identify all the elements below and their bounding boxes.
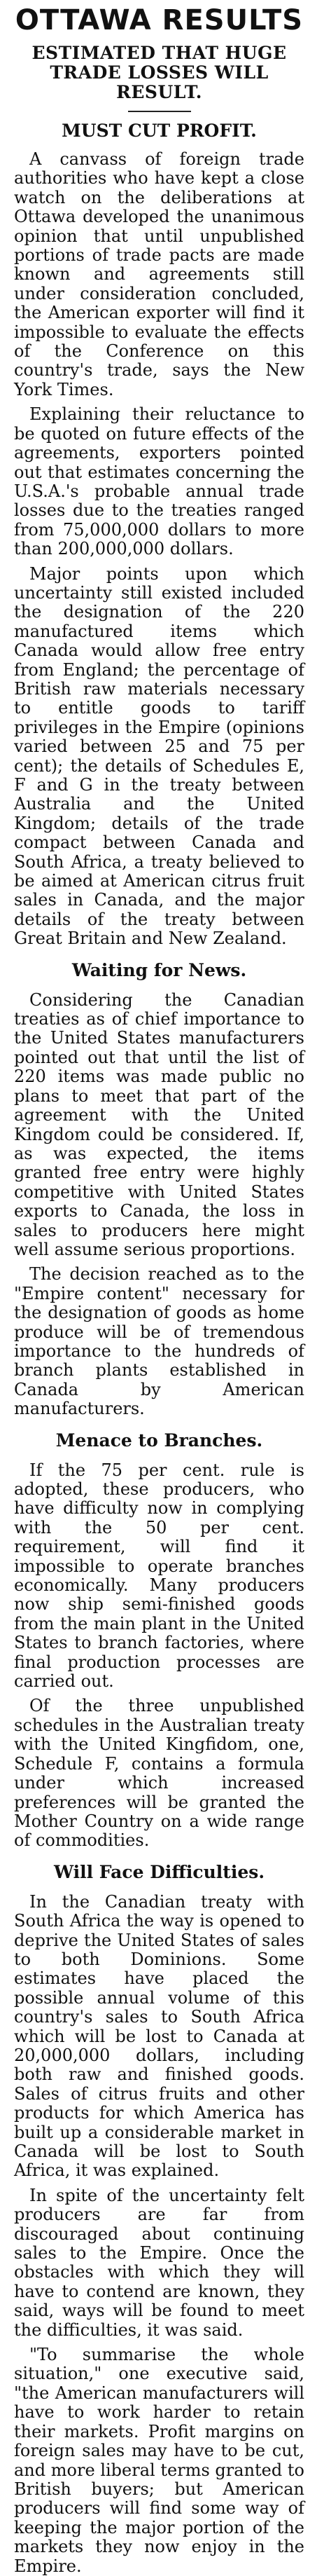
paragraph: Considering the Canadian treaties as of chief importance to the United States manufacturers pointed out that until the list of 220 items was made public no plans to meet that part of the agreement with the United Kingdom could be considered. If, as was expected, the items granted free entry were highly competitive with United States exports to Canada, the loss in sales to producers here might well assume serious proportions.: [14, 989, 304, 1259]
subheading: Will Face Difficulties.: [53, 1861, 265, 1882]
article-body: [14, 150, 304, 2576]
paragraph: Explaining their reluctance to be quoted on future effects of the agreements, exporters pointed out that estimates concerning the U.S.A.'s probable annual trade losses due to the treaties ranged from 75,000,000 dollars to more than 200,000,000 dollars.: [14, 404, 304, 559]
paragraph: The decision reached as to the "Empire content" necessary for the designation of goods as home produce will be of tremendous importance to the hundreds of branch plants established in Canada by American manufacturers.: [14, 1264, 304, 1419]
subheading: Menace to Branches.: [55, 1430, 263, 1451]
deck: [14, 43, 304, 102]
divider: [128, 111, 191, 112]
headline: OTTAWA RESULTS: [15, 4, 304, 36]
paragraph: Of the three unpublished schedules in the Australian treaty with the United Kingfidom, one, Schedule F, contains a formula under which increased preferences will be granted the Mother Country on a wide range of commodities.: [14, 1696, 304, 1851]
deck-line: TRADE LOSSES WILL: [50, 62, 269, 83]
paragraph: In the Canadian treaty with South Africa the way is opened to deprive the United States of sales to both Dominions. Some estimates have placed the possible annual volume of this country's sales to South Africa which will be lost to Canada at 20,000,000 dollars, including both raw and finished goods. Sales of citrus fruits and other products for which America has built up a considerable market in Canada will be lost to South Africa, it was explained.: [14, 1891, 304, 2181]
paragraph: "To summarise the whole situation," one executive said, "the American manufacturers will have to work harder to retain their markets. Profit margins on foreign sales may have to be cut, and more liberal terms granted to British buyers; but American producers will find some way of keeping the major portion of the markets they now enjoy in the Empire.: [14, 2345, 304, 2576]
deck-line: ESTIMATED THAT HUGE: [31, 43, 287, 63]
subheading: Waiting for News.: [71, 959, 247, 980]
paragraph: In spite of the uncertainty felt producers are far from discouraged about continuing sales to the Empire. Once the obstacles with which they will have to contend are known, they said, ways will be found to meet the difficulties, it was said.: [14, 2185, 304, 2340]
deck-line: RESULT.: [116, 82, 202, 102]
subdeck: MUST CUT PROFIT.: [62, 121, 257, 141]
paragraph: Major points upon which uncertainty still existed included the designation of the 220 manufactured items which Canada would allow free entry from England; the percentage of British raw materials necessary to entitle goods to tariff privileges in the Empire (opinions varied between 25 and 75 per cent); the details of Schedules E, F and G in the treaty between Australia and the United Kingdom; details of the trade compact between Canada and South Africa, a treaty believed to be aimed at American citrus fruit sales in Canada, and the major details of the treaty between Great Britain and New Zealand.: [14, 563, 304, 949]
paragraph: A canvass of foreign trade authorities who have kept a close watch on the deliberations at Ottawa developed the unanimous opinion that until unpublished portions of trade pacts are made known and agreements still under consideration concluded, the American exporter will find it impossible to evaluate the effects of the Conference on this country's trade, says the New York Times.: [14, 149, 304, 399]
paragraph: If the 75 per cent. rule is adopted, these producers, who have difficulty now in complying with the 50 per cent. requirement, will find it impossible to operate branches economically. Many producers now ship semi-finished goods from the main plant in the United States to branch factories, where final production processes are carried out.: [14, 1460, 304, 1692]
